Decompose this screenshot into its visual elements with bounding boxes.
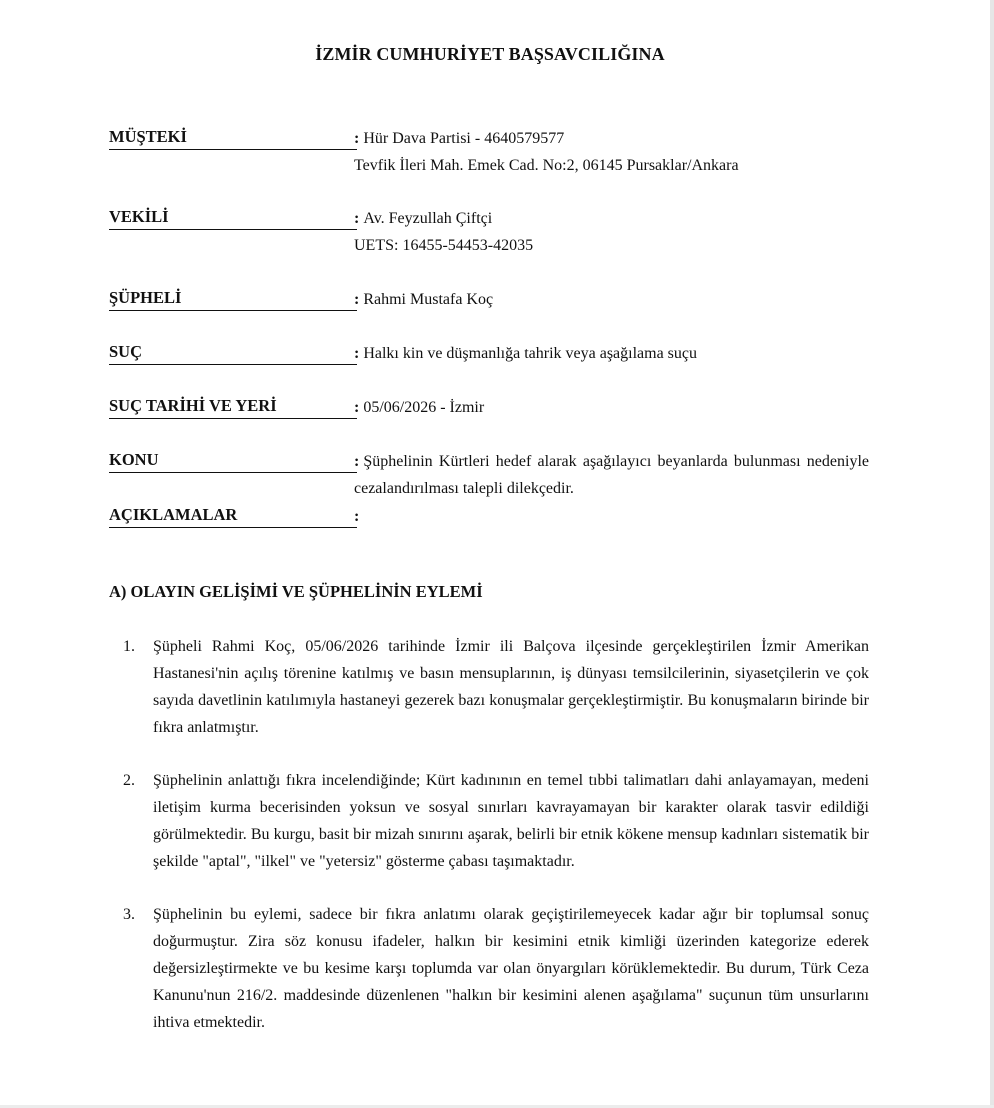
field-label: KONU bbox=[109, 448, 357, 473]
field-label: ŞÜPHELİ bbox=[109, 286, 357, 311]
field-value bbox=[354, 394, 869, 421]
list-item-text: Şüphelinin bu eylemi, sadece bir fıkra anlatımı olarak geçiştirilemeyecek kadar ağır bir toplumsal sonuç doğurmuştur. Zira söz konusu ifadeler, halkın bir kesimini etnik kimliği üzerinden kategorize ederek değersizleştirmekte ve bu kesime karşı toplumda var olan önyargıları körüklemektedir. Bu durum, Türk Ceza Kanunu'nun 216/2. maddesinde düzenlenen "halkın bir kesimini alenen aşağılama" suçunun tüm unsurlarını ihtiva etmektedir. bbox=[153, 906, 869, 1031]
field-value bbox=[354, 503, 869, 530]
field-value bbox=[354, 125, 869, 179]
field-colon: : bbox=[354, 291, 360, 308]
field-value bbox=[354, 286, 869, 313]
field-value-text: Halkı kin ve düşmanlığa tahrik veya aşağılama suçu bbox=[363, 345, 698, 362]
field-value-text: Av. Feyzullah Çiftçi bbox=[363, 210, 493, 227]
field-colon: : bbox=[354, 399, 360, 416]
field-colon: : bbox=[354, 453, 360, 470]
list-item-text: Şüpheli Rahmi Koç, 05/06/2026 tarihinde İzmir ili Balçova ilçesinde gerçekleştirilen İzmir Amerikan Hastanesi'nin açılış törenine katılmış ve basın mensuplarının, iş dünyası temsilcilerinin, siyasetçilerin ve çok sayıda davetlinin katılımıyla hastaneyi gezerek bazı konuşmalar gerçekleştirmiştir. Bu konuşmaların birinde bir fıkra anlatmıştır. bbox=[153, 638, 869, 736]
section-heading: A) OLAYIN GELİŞİMİ VE ŞÜPHELİNİN EYLEMİ bbox=[109, 582, 483, 601]
numbered-list bbox=[109, 633, 869, 1062]
list-item bbox=[109, 767, 869, 875]
list-item-number: 2. bbox=[123, 772, 135, 789]
field-label: VEKİLİ bbox=[109, 205, 357, 230]
field-label: AÇIKLAMALAR bbox=[109, 503, 357, 528]
list-item-text: Şüphelinin anlattığı fıkra incelendiğinde; Kürt kadınının en temel tıbbi talimatları dahi anlayamayan, medeni iletişim kurma becerisinden yoksun ve sosyal sınırları kavrayamayan bir karakter olarak tasvir edildiği görülmektedir. Bu kurgu, basit bir mizah sınırını aşarak, belirli bir etnik kökene mensup kadınları sistematik bir şekilde "aptal", "ilkel" ve "yetersiz" gösterme çabası taşımaktadır. bbox=[153, 772, 869, 870]
field-value-text: 05/06/2026 - İzmir bbox=[363, 399, 485, 416]
field-value-line bbox=[354, 340, 869, 367]
field-label: MÜŞTEKİ bbox=[109, 125, 357, 150]
field-value bbox=[354, 448, 869, 502]
field-value-line bbox=[354, 503, 869, 530]
field-value-line bbox=[354, 394, 869, 421]
field-value-line: UETS: 16455-54453-42035 bbox=[354, 237, 534, 254]
document-title: İZMİR CUMHURİYET BAŞSAVCILIĞINA bbox=[315, 44, 665, 64]
field-colon: : bbox=[354, 345, 360, 362]
field-label: SUÇ bbox=[109, 340, 357, 365]
field-colon: : bbox=[354, 508, 360, 525]
field-value-text: Hür Dava Partisi - 4640579577 bbox=[363, 130, 565, 147]
field-value-text: Şüphelinin Kürtleri hedef alarak aşağılayıcı beyanlarda bulunması nedeniyle cezalandırılması talepli dilekçedir. bbox=[354, 453, 869, 497]
field-value-line bbox=[354, 448, 869, 502]
field-value-line: Tevfik İleri Mah. Emek Cad. No:2, 06145 Pursaklar/Ankara bbox=[354, 157, 739, 174]
field-value-text: Rahmi Mustafa Koç bbox=[363, 291, 494, 308]
field-colon: : bbox=[354, 210, 360, 227]
field-value-line bbox=[354, 125, 869, 152]
field-label: SUÇ TARİHİ VE YERİ bbox=[109, 394, 357, 419]
field-value-line bbox=[354, 286, 869, 313]
list-item-number: 3. bbox=[123, 906, 135, 923]
field-value bbox=[354, 340, 869, 367]
field-colon: : bbox=[354, 130, 360, 147]
page-edge-right bbox=[990, 0, 994, 1108]
field-value-line bbox=[354, 205, 869, 232]
list-item bbox=[109, 633, 869, 741]
list-item bbox=[109, 901, 869, 1036]
field-value bbox=[354, 205, 869, 259]
list-item-number: 1. bbox=[123, 638, 135, 655]
